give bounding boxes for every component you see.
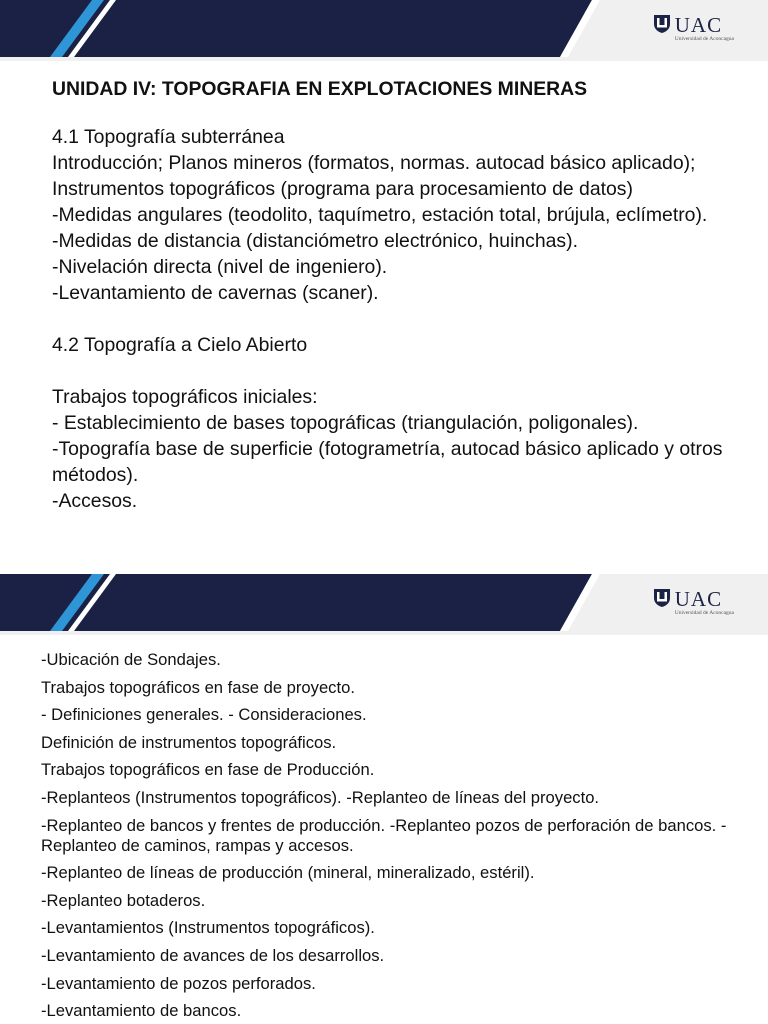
text-line: -Replanteos (Instrumentos topográficos). -Replanteo de líneas del proyecto.	[41, 787, 600, 807]
logo-subtitle: Universidad de Aconcagua	[674, 36, 734, 42]
text-line: -Replanteo de bancos y frentes de producción. -Replanteo pozos de perforación de bancos. -Replanteo de caminos, rampas y accesos.	[41, 815, 727, 855]
logo-name: UAC	[674, 13, 723, 37]
text-line: -Nivelación directa (nivel de ingeniero).	[52, 256, 388, 278]
text-line: -Levantamiento de cavernas (scaner).	[52, 282, 379, 304]
text-line: Trabajos topográficos en fase de proyecto.	[41, 677, 355, 697]
slide-1-content	[52, 76, 752, 514]
text-line: -Levantamiento de pozos perforados.	[41, 973, 316, 993]
text-line: -Levantamiento de bancos.	[41, 1001, 242, 1021]
text-line: - Definiciones generales. - Consideraciones.	[41, 705, 367, 725]
text-line: Definición de instrumentos topográficos.	[41, 732, 337, 752]
text-line: Introducción; Planos mineros (formatos, normas. autocad básico aplicado); Instrumentos topográficos (programa para procesamiento de datos)	[52, 152, 696, 200]
text-line: Trabajos topográficos iniciales:	[52, 386, 318, 408]
uac-logo	[653, 14, 734, 43]
text-line: Trabajos topográficos en fase de Producción.	[41, 760, 375, 780]
text-line: -Accesos.	[52, 490, 138, 512]
text-line: 4.1 Topografía subterránea	[52, 126, 285, 148]
slide-header-banner	[0, 574, 768, 635]
text-line: -Medidas de distancia (distanciómetro electrónico, huinchas).	[52, 230, 578, 252]
uac-logo	[653, 588, 734, 617]
text-line: -Levantamientos (Instrumentos topográficos).	[41, 918, 375, 938]
text-line: -Replanteo botaderos.	[41, 890, 206, 910]
text-line: -Topografía base de superficie (fotogrametría, autocad básico aplicado y otros métodos).	[52, 438, 723, 486]
slide-header-banner	[0, 0, 768, 61]
logo-name: UAC	[674, 587, 723, 611]
unit-heading: UNIDAD IV: TOPOGRAFIA EN EXPLOTACIONES MINERAS	[52, 78, 588, 100]
slide-2	[0, 574, 768, 1024]
text-line: 4.2 Topografía a Cielo Abierto	[52, 334, 308, 356]
text-line: -Levantamiento de avances de los desarrollos.	[41, 945, 385, 965]
logo-subtitle: Universidad de Aconcagua	[674, 610, 734, 616]
spacer	[52, 306, 752, 332]
text-line: -Medidas angulares (teodolito, taquímetro, estación total, brújula, eclímetro).	[52, 204, 708, 226]
text-line: -Ubicación de Sondajes.	[41, 650, 221, 669]
slide-2-content	[41, 650, 753, 1024]
text-line: - Establecimiento de bases topográficas (triangulación, poligonales).	[52, 412, 639, 434]
shield-icon	[653, 14, 671, 34]
shield-icon	[653, 588, 671, 608]
spacer	[52, 358, 752, 384]
text-line: -Replanteo de líneas de producción (mineral, mineralizado, estéril).	[41, 863, 535, 883]
